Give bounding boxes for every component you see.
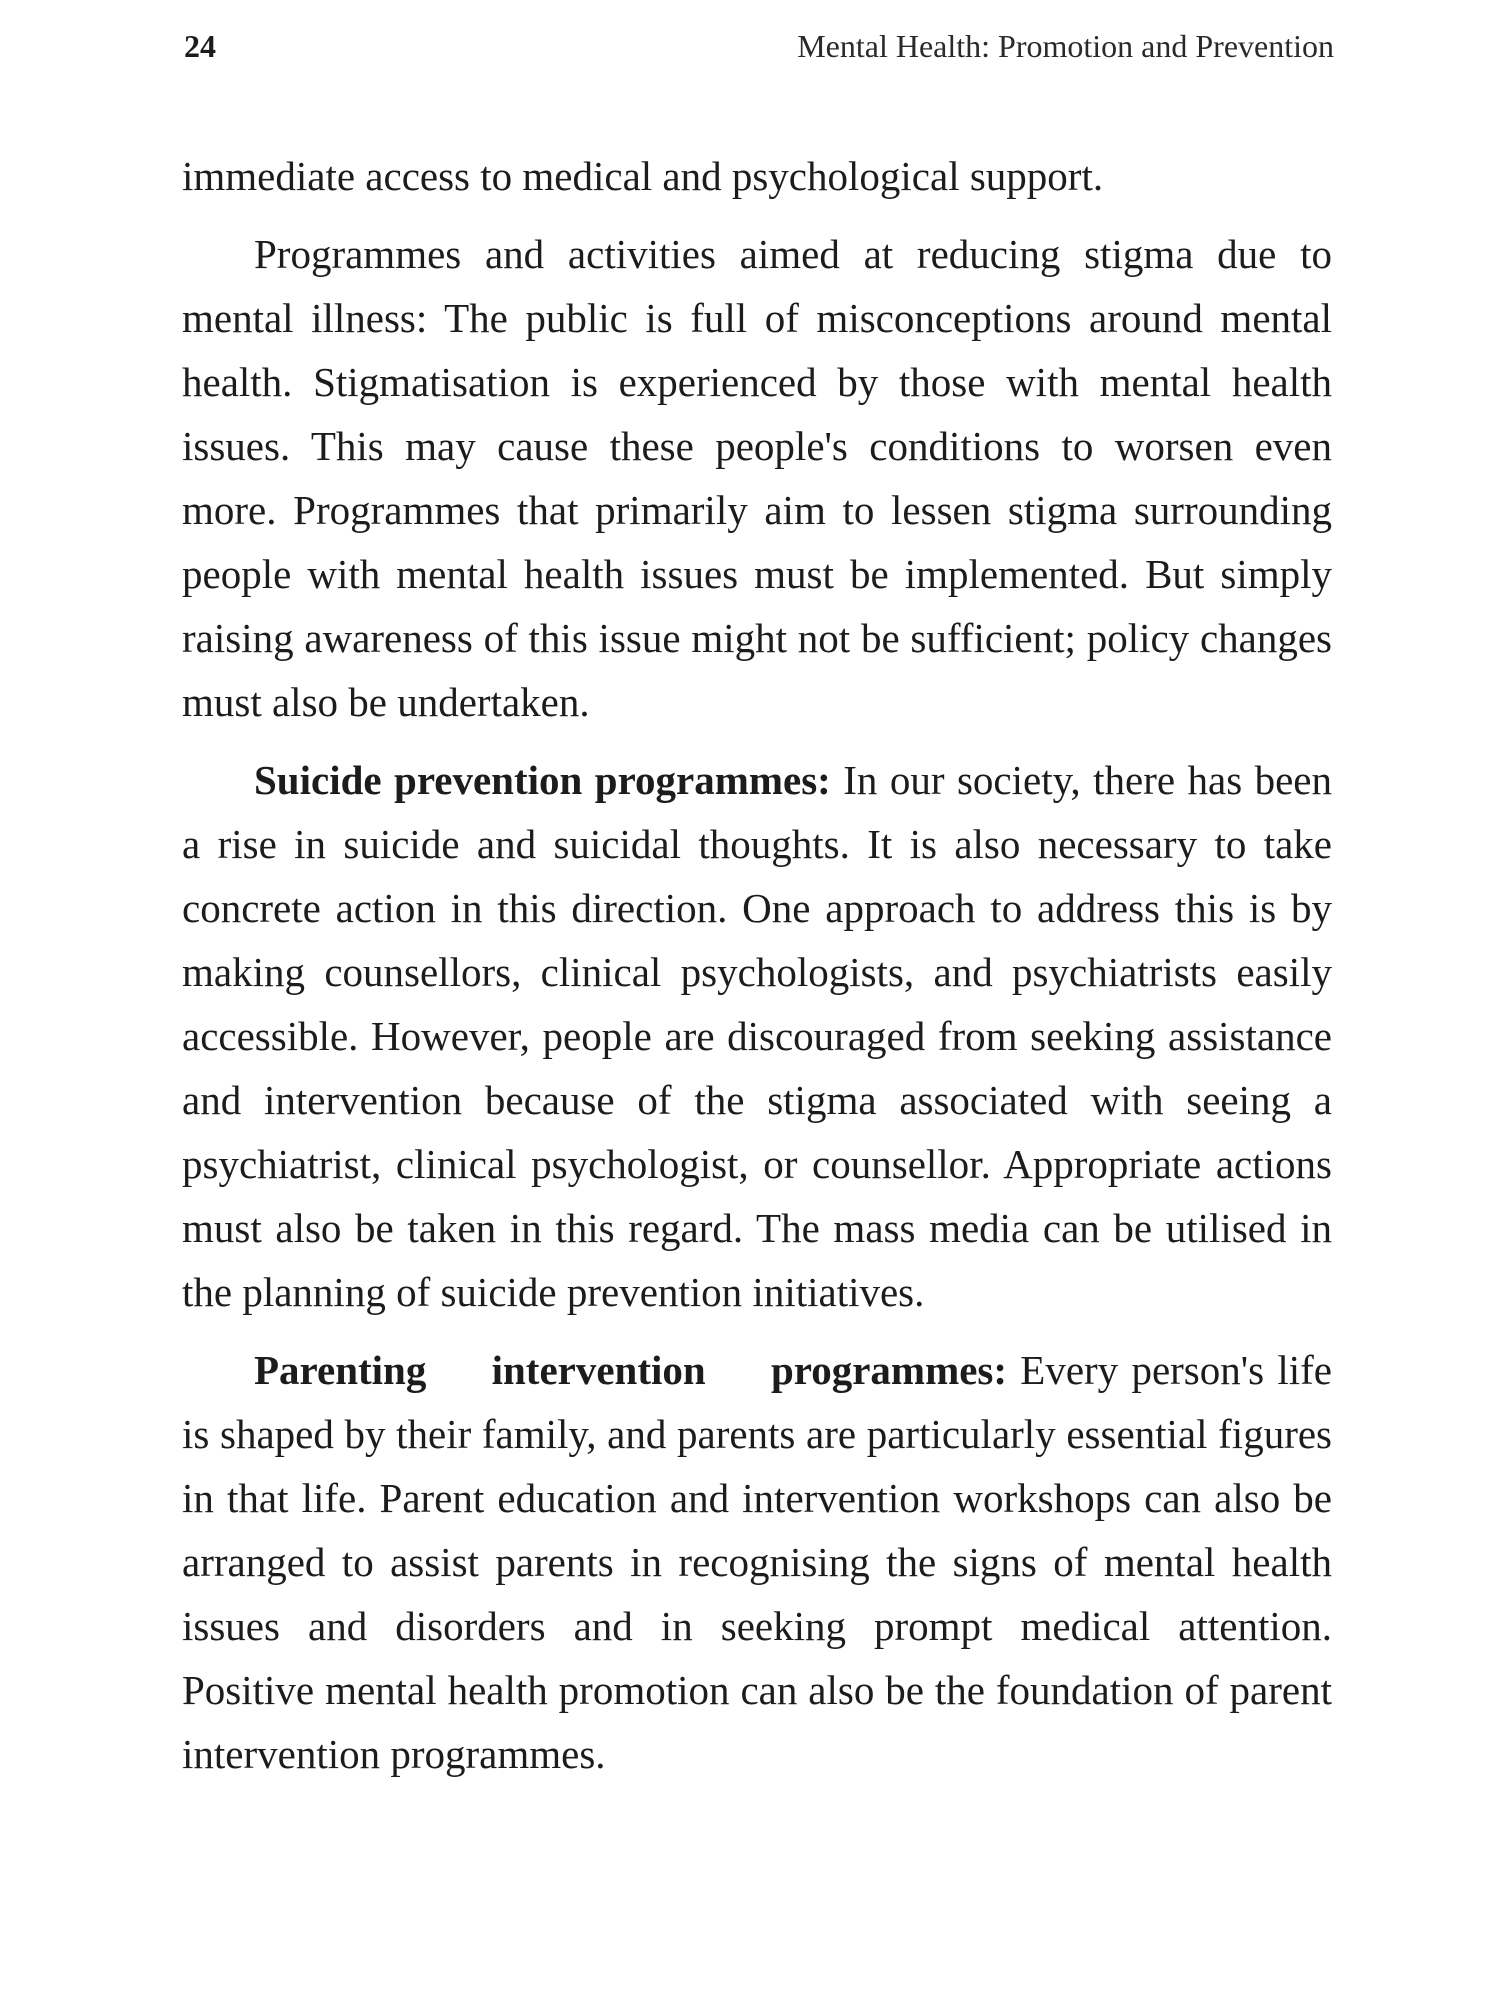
paragraph-stigma-programmes [182,222,1332,734]
page-number: 24 [184,28,216,64]
running-title: Mental Health: Promotion and Prevention [797,28,1334,64]
paragraph-text: immediate access to medical and psychological support. [182,153,1104,199]
paragraph-suicide-prevention [182,748,1332,1324]
paragraph-text: Every person's life is shaped by their family, and parents are particularly essential figures in that life. Parent education and intervention workshops can also be arranged to assist parents in recognising the signs of mental health issues and disorders and in seeking prompt medical attention. Positive mental health promotion can also be the foundation of parent intervention programmes. [182,1347,1332,1777]
paragraph-parenting-intervention [182,1338,1332,1786]
paragraph-continuation [182,144,1332,208]
body-text [182,144,1332,1800]
paragraph-heading: Suicide prevention programmes: [254,757,831,803]
paragraph-text: Programmes and activities aimed at reducing stigma due to mental illness: The public is full of misconceptions around mental health. Stigmatisation is experienced by those with mental health issues. This may cause these people's conditions to worsen even more. Programmes that primarily aim to lessen stigma surrounding people with mental health issues must be implemented. But simply raising awareness of this issue might not be sufficient; policy changes must also be undertaken. [182,231,1332,725]
paragraph-text: In our society, there has been a rise in suicide and suicidal thoughts. It is also necessary to take concrete action in this direction. One approach to address this is by making counsellors, clinical psychologists, and psychiatrists easily accessible. However, people are discouraged from seeking assistance and intervention because of the stigma associated with seeing a psychiatrist, clinical psychologist, or counsellor. Appropriate actions must also be taken in this regard. The mass media can be utilised in the planning of suicide prevention initiatives. [182,757,1332,1315]
paragraph-heading: Parenting intervention programmes: [254,1347,1008,1393]
running-head [184,28,1334,72]
